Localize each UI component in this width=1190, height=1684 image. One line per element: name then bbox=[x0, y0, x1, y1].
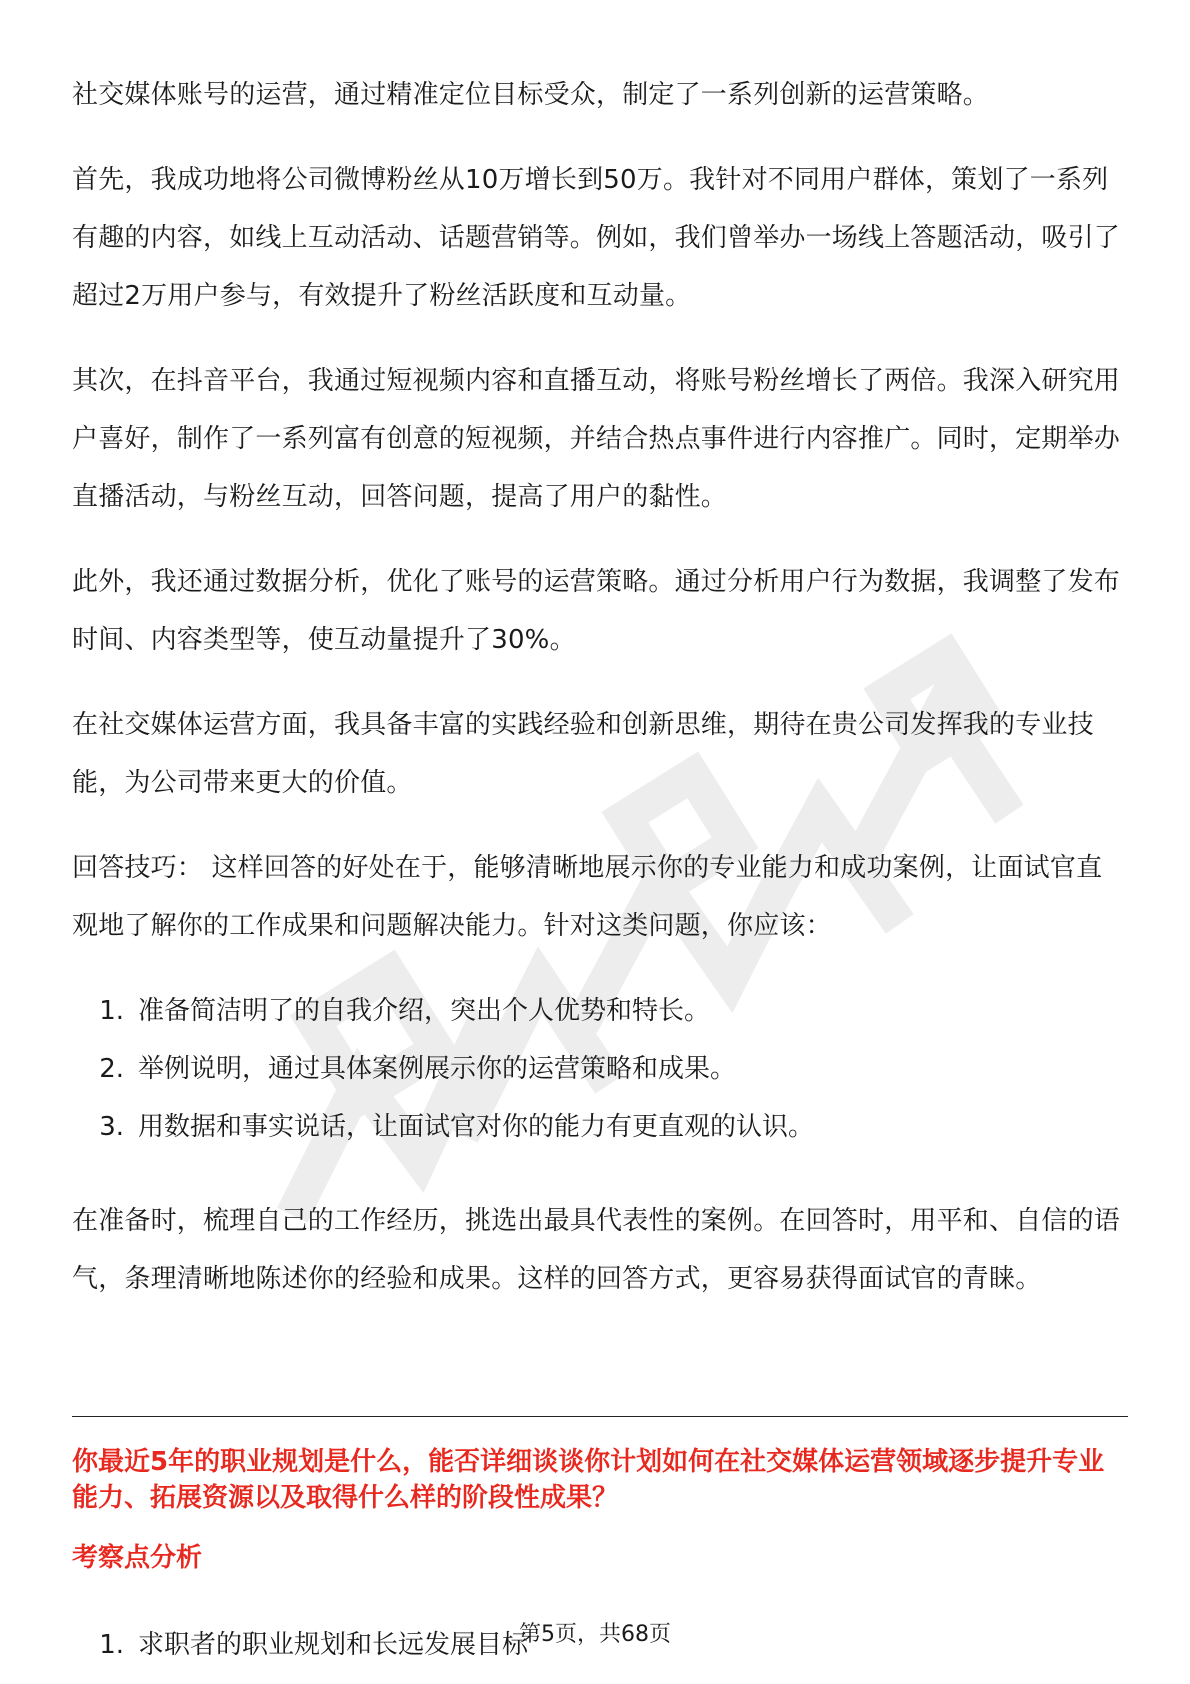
list-item-text: 准备简洁明了的自我介绍，突出个人优势和特长。 bbox=[138, 996, 711, 1026]
list-item-text: 用数据和事实说话，让面试官对你的能力有更直观的认识。 bbox=[138, 1112, 815, 1142]
next-question-title: 你最近5年的职业规划是什么，能否详细谈谈你计划如何在社交媒体运营领域逐步提升专业能力、拓展资源以及取得什么样的阶段性成果？ bbox=[72, 1447, 1105, 1513]
answer-body bbox=[72, 66, 1128, 1335]
list-item bbox=[72, 1040, 1128, 1098]
answer-paragraph-weibo: 首先，我成功地将公司微博粉丝从10万增长到50万。我针对不同用户群体，策划了一系列有趣的内容，如线上互动活动、话题营销等。例如，我们曾举办一场线上答题活动，吸引了超过2万用户参与，有效提升了粉丝活跃度和互动量。 bbox=[72, 165, 1121, 311]
section-divider bbox=[72, 1416, 1128, 1417]
section-heading: 考察点分析 bbox=[72, 1543, 203, 1573]
list-item-number: 3. bbox=[99, 1112, 124, 1142]
answer-paragraph-intro: 社交媒体账号的运营，通过精准定位目标受众，制定了一系列创新的运营策略。 bbox=[72, 80, 990, 110]
closing-paragraph: 在准备时，梳理自己的工作经历，挑选出最具代表性的案例。在回答时，用平和、自信的语气，条理清晰地陈述你的经验和成果。这样的回答方式，更容易获得面试官的青睐。 bbox=[72, 1206, 1121, 1294]
answer-tips-paragraph: 回答技巧： 这样回答的好处在于，能够清晰地展示你的专业能力和成功案例，让面试官直观地了解你的工作成果和问题解决能力。针对这类问题，你应该： bbox=[72, 853, 1103, 941]
list-item-number: 2. bbox=[99, 1054, 124, 1084]
page-footer: 第5页，共68页 bbox=[519, 1622, 671, 1647]
answer-paragraph-summary: 在社交媒体运营方面，我具备丰富的实践经验和创新思维，期待在贵公司发挥我的专业技能，为公司带来更大的价值。 bbox=[72, 710, 1094, 798]
list-item-text: 求职者的职业规划和长远发展目标 bbox=[138, 1630, 529, 1660]
list-item bbox=[72, 1098, 1128, 1156]
list-item-number: 1. bbox=[99, 996, 124, 1026]
answer-paragraph-data-analysis: 此外，我还通过数据分析，优化了账号的运营策略。通过分析用户行为数据，我调整了发布时间、内容类型等，使互动量提升了30%。 bbox=[72, 567, 1121, 655]
answer-paragraph-douyin: 其次，在抖音平台，我通过短视频内容和直播互动，将账号粉丝增长了两倍。我深入研究用户喜好，制作了一系列富有创意的短视频，并结合热点事件进行内容推广。同时，定期举办直播活动，与粉丝互动，回答问题，提高了用户的黏性。 bbox=[72, 366, 1121, 512]
tips-list bbox=[72, 982, 1128, 1156]
list-item-number: 1. bbox=[99, 1630, 124, 1660]
list-item-text: 举例说明，通过具体案例展示你的运营策略和成果。 bbox=[138, 1054, 737, 1084]
list-item bbox=[72, 982, 1128, 1040]
